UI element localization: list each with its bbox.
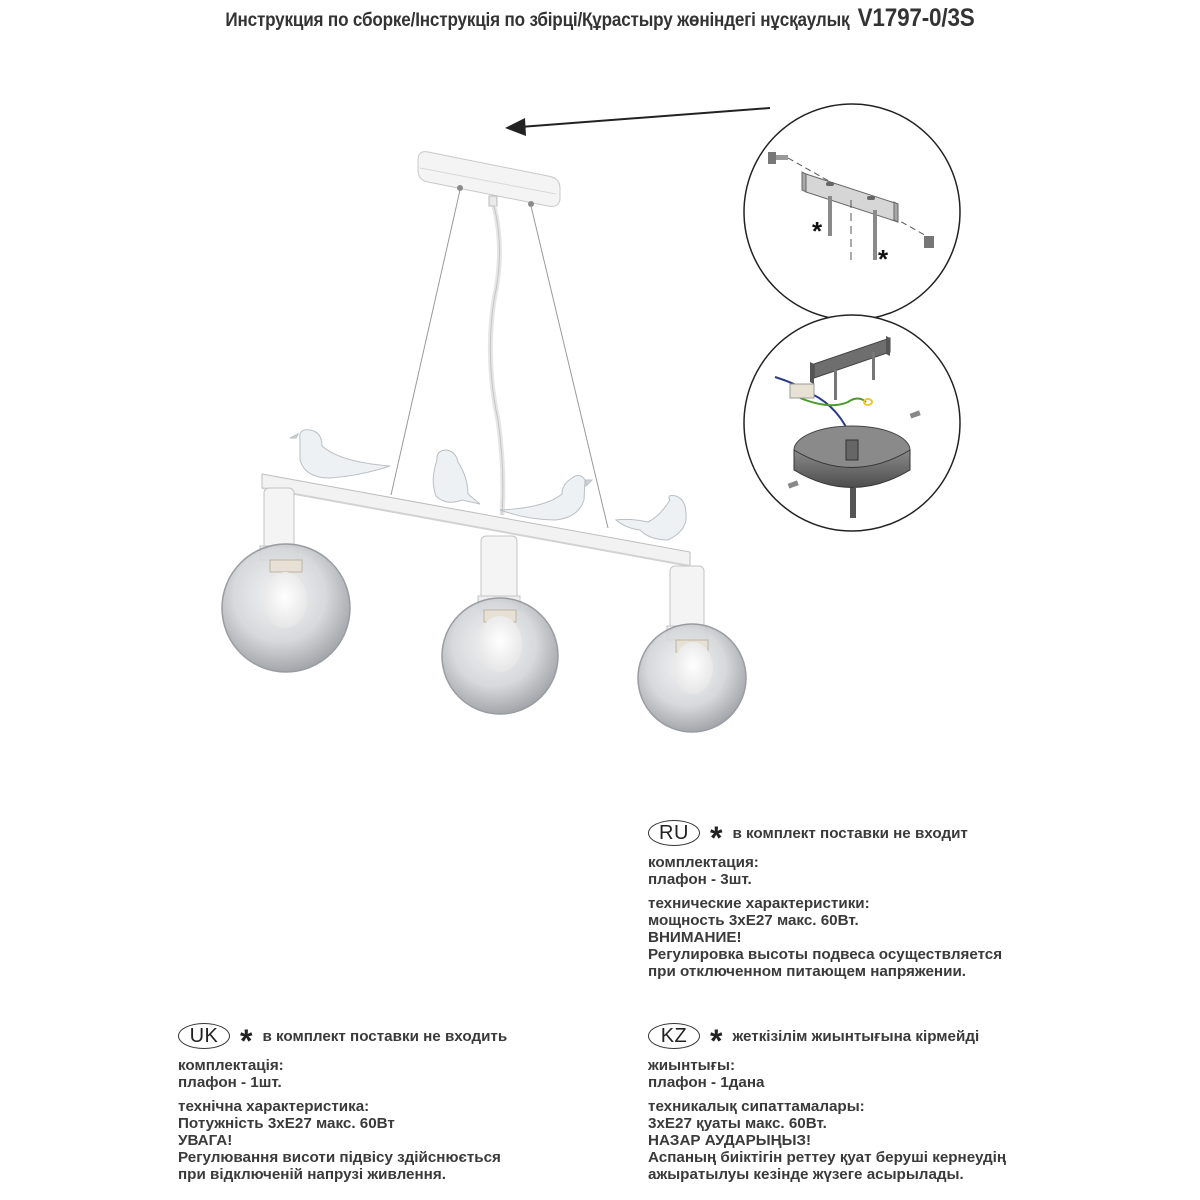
contents-value: плафон - 1шт. (178, 1074, 282, 1091)
language-badge-uk: UK (178, 1023, 230, 1049)
warning-text: при отключенном питающем напряжении. (648, 963, 967, 980)
asterisk-icon: * (710, 1023, 723, 1059)
not-included-note: в комплект поставки не входить (262, 1027, 508, 1045)
contents-label: жиынтығы: (648, 1057, 736, 1074)
section-uk (178, 1021, 507, 1183)
warning-heading: ВНИМАНИЕ! (648, 929, 742, 946)
ceiling-canopy (418, 152, 560, 207)
bird-figurine (433, 450, 480, 504)
bird-figurine (500, 475, 592, 520)
section-kz (648, 1021, 1006, 1183)
screw-icon (924, 236, 934, 248)
contents-label: комплектація: (178, 1057, 284, 1074)
power-spec: 3хЕ27 қуаты макс. 60Вт. (648, 1115, 827, 1132)
power-spec: мощность 3хЕ27 макс. 60Вт. (648, 912, 859, 929)
warning-text: при відключеній напрузі живлення. (178, 1166, 446, 1183)
detail-wiring-canopy (744, 315, 960, 531)
tech-label: техникалық сипаттамалары: (648, 1098, 865, 1115)
lamp-shade (638, 566, 746, 732)
section-ru (648, 818, 1002, 980)
title-text: Инструкция по сборке/Інструкція по збірці/Құрастыру жөніндегі нұсқаулық (225, 10, 850, 31)
contents-value: плафон - 1дана (648, 1074, 765, 1091)
pointer-arrow (505, 108, 770, 136)
warning-text: ажыратылуы кезінде жүзеге асырылады. (648, 1166, 964, 1183)
bird-figurine (616, 496, 686, 541)
power-spec: Потужність 3хЕ27 макс. 60Вт (178, 1115, 395, 1132)
tech-label: технические характеристики: (648, 895, 870, 912)
language-badge-ru: RU (648, 820, 700, 846)
asterisk-mark: * (878, 244, 889, 274)
detail-bracket-mounting (744, 104, 960, 320)
not-included-note: в комплект поставки не входит (732, 824, 968, 842)
language-badge-kz: KZ (648, 1023, 700, 1049)
warning-heading: НАЗАР АУДАРЫҢЫЗ! (648, 1132, 812, 1149)
asterisk-icon: * (240, 1023, 253, 1059)
model-number: V1797-0/3S (857, 4, 975, 32)
warning-text: Регулювання висоти підвісу здійснюється (178, 1149, 501, 1166)
contents-label: комплектация: (648, 854, 759, 871)
not-included-note: жеткізілім жиынтығына кірмейді (732, 1027, 980, 1045)
contents-value: плафон - 3шт. (648, 871, 752, 888)
tech-label: технічна характеристика: (178, 1098, 370, 1115)
asterisk-icon: * (710, 820, 723, 856)
warning-heading: УВАГА! (178, 1132, 233, 1149)
bird-figurine (290, 430, 390, 478)
warning-text: Регулировка высоты подвеса осуществляется (648, 946, 1003, 963)
lamp-shade (222, 488, 350, 672)
asterisk-mark: * (812, 216, 823, 246)
lamp-shade (442, 536, 558, 714)
warning-text: Аспаның биіктігін реттеу қуат беруші кернеудің (648, 1149, 1007, 1166)
